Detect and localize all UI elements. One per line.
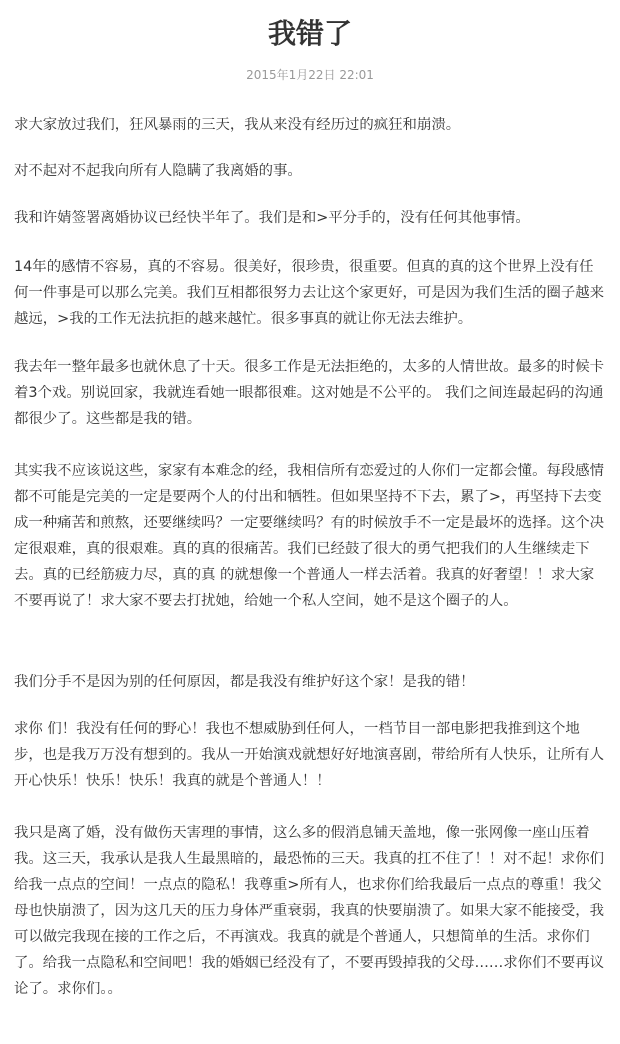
paragraph-6: 其实我不应该说这些，家家有本难念的经，我相信所有恋爱过的人你们一定都会懂。每段感情都不可能是完美的一定是要两个人的付出和牺牲。但如果坚持不下去，累了>，再坚持下去变成一种痛苦和煎熬，还要继续吗？一定要继续吗？有的时候放手不一定是最坏的选择。这个决定很艰难，真的很艰难。真的真的很痛苦。我们已经鼓了很大的勇气把我们的人生继续走下去。真的已经筋疲力尽，真的真 的就想像一个普通人一样去活着。我真的好奢望！！求大家不要再说了！求大家不要去打扰她，给她一个私人空间，她不是这个圈子的人。 <box>14 463 605 609</box>
paragraph-7: 我们分手不是因为别的任何原因，都是我没有维护好这个家！是我的错！ <box>14 674 475 690</box>
paragraph-3: 我和许婧签署离婚协议已经快半年了。我们是和>平分手的，没有任何其他事情。 <box>14 210 530 226</box>
paragraph-2: 对不起对不起我向所有人隐瞒了我离婚的事。 <box>14 163 302 179</box>
article-date: 2015年1月22日 22:01 <box>246 68 374 82</box>
paragraph-5: 我去年一整年最多也就休息了十天。很多工作是无法拒绝的，太多的人情世故。最多的时候卡着3个戏。别说回家，我就连看她一眼都很难。这对她是不公平的。 我们之间连最起码的沟通都很少了。这些都是我的错。 <box>14 359 605 427</box>
article-title: 我错了 <box>267 17 352 50</box>
paragraph-8: 求你 们！我没有任何的野心！我也不想威胁到任何人，一档节目一部电影把我推到这个地步，也是我万万没有想到的。我从一开始演戏就想好好地演喜剧，带给所有人快乐，让所有人开心快乐！快乐！快乐！我真的就是个普通人！！ <box>14 721 605 789</box>
paragraph-1: 求大家放过我们，狂风暴雨的三天，我从来没有经历过的疯狂和崩溃。 <box>14 117 461 133</box>
paragraph-4: 14年的感情不容易，真的不容易。很美好，很珍贵，很重要。但真的真的这个世界上没有任何一件事是可以那么完美。我们互相都很努力去让这个家更好，可是因为我们生活的圈子越来越远，>我的工作无法抗拒的越来越忙。很多事真的就让你无法去维护。 <box>14 259 605 327</box>
paragraph-9: 我只是离了婚，没有做伤天害理的事情，这么多的假消息铺天盖地，像一张网像一座山压着我。这三天，我承认是我人生最黑暗的，最恐怖的三天。我真的扛不住了！！对不起！求你们给我一点点的空间！一点点的隐私！我尊重>所有人，也求你们给我最后一点点的尊重！我父母也快崩溃了，因为这几天的压力身体严重衰弱，我真的快要崩溃了。如果大家不能接受，我可以做完我现在接的工作之后，不再演戏。我真的就是个普通人，只想简单的生活。求你们了。给我一点隐私和空间吧！我的婚姻已经没有了，不要再毁掉我的父母……求你们不要再议论了。求你们。。 <box>14 825 605 997</box>
